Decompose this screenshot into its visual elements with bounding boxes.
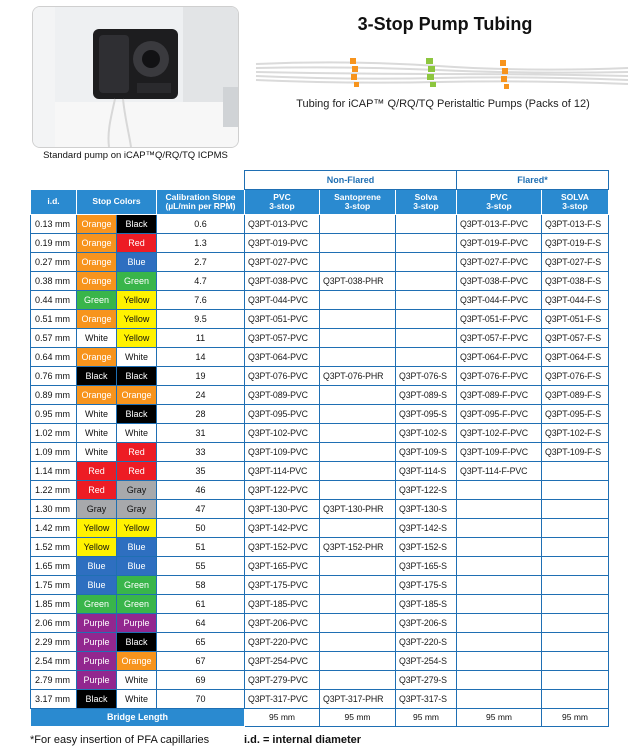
part-pvc: Q3PT-064-PVC: [245, 347, 320, 366]
part-flared-solva: Q3PT-109-F-S: [542, 442, 609, 461]
stop-color-2: Blue: [117, 556, 157, 575]
part-flared-pvc: [457, 689, 542, 708]
calibration-slope: 11: [157, 328, 245, 347]
inner-diameter: 0.13 mm: [31, 214, 77, 233]
part-solva: Q3PT-109-S: [396, 442, 457, 461]
part-santoprene: Q3PT-317-PHR: [320, 689, 396, 708]
stop-color-2: Gray: [117, 499, 157, 518]
part-flared-solva: [542, 499, 609, 518]
stop-color-1: Blue: [77, 556, 117, 575]
part-santoprene: [320, 442, 396, 461]
table-row: [31, 689, 609, 708]
calibration-slope: 31: [157, 423, 245, 442]
inner-diameter: 1.52 mm: [31, 537, 77, 556]
part-solva: [396, 328, 457, 347]
part-flared-pvc: [457, 575, 542, 594]
stop-color-2: Black: [117, 214, 157, 233]
part-pvc: Q3PT-051-PVC: [245, 309, 320, 328]
inner-diameter: 1.85 mm: [31, 594, 77, 613]
col-flared-pvc: PVC 3-stop: [457, 189, 542, 214]
inner-diameter: 0.51 mm: [31, 309, 77, 328]
part-pvc: Q3PT-089-PVC: [245, 385, 320, 404]
stop-color-1: Yellow: [77, 518, 117, 537]
part-flared-solva: Q3PT-019-F-S: [542, 233, 609, 252]
part-solva: Q3PT-206-S: [396, 613, 457, 632]
part-solva: [396, 290, 457, 309]
stop-color-2: Black: [117, 404, 157, 423]
part-santoprene: [320, 347, 396, 366]
part-santoprene: Q3PT-152-PHR: [320, 537, 396, 556]
legend-note: i.d. = internal diameter: [244, 734, 362, 746]
table-row: [31, 404, 609, 423]
part-flared-pvc: [457, 556, 542, 575]
part-solva: Q3PT-220-S: [396, 632, 457, 651]
stop-color-2: Orange: [117, 385, 157, 404]
part-santoprene: [320, 214, 396, 233]
table-body: [31, 214, 609, 708]
stop-color-1: Orange: [77, 233, 117, 252]
stop-color-2: Orange: [117, 651, 157, 670]
calibration-slope: 24: [157, 385, 245, 404]
part-flared-solva: Q3PT-064-F-S: [542, 347, 609, 366]
calibration-slope: 19: [157, 366, 245, 385]
part-flared-pvc: Q3PT-114-F-PVC: [457, 461, 542, 480]
stop-color-2: Yellow: [117, 328, 157, 347]
part-flared-pvc: [457, 518, 542, 537]
stop-color-1: Orange: [77, 214, 117, 233]
part-santoprene: Q3PT-076-PHR: [320, 366, 396, 385]
stop-color-2: Blue: [117, 252, 157, 271]
part-santoprene: [320, 670, 396, 689]
stop-color-2: Blue: [117, 537, 157, 556]
part-flared-solva: [542, 632, 609, 651]
stop-color-1: Purple: [77, 670, 117, 689]
table-row: [31, 632, 609, 651]
part-pvc: Q3PT-095-PVC: [245, 404, 320, 423]
table-row: [31, 651, 609, 670]
stop-color-2: Yellow: [117, 518, 157, 537]
part-pvc: Q3PT-044-PVC: [245, 290, 320, 309]
part-solva: Q3PT-089-S: [396, 385, 457, 404]
bridge-pvc: 95 mm: [245, 708, 320, 726]
tubing-spec-table: [30, 170, 609, 727]
part-flared-pvc: [457, 480, 542, 499]
stop-color-2: Gray: [117, 480, 157, 499]
table-row: [31, 309, 609, 328]
table-row: [31, 366, 609, 385]
part-solva: Q3PT-130-S: [396, 499, 457, 518]
part-solva: Q3PT-102-S: [396, 423, 457, 442]
col-solva: Solva 3-stop: [396, 189, 457, 214]
table-row: [31, 594, 609, 613]
calibration-slope: 14: [157, 347, 245, 366]
stop-color-1: Blue: [77, 575, 117, 594]
part-flared-solva: Q3PT-044-F-S: [542, 290, 609, 309]
table-row: [31, 233, 609, 252]
calibration-slope: 65: [157, 632, 245, 651]
stop-color-2: Green: [117, 575, 157, 594]
photo-caption: Standard pump on iCAP™Q/RQ/TQ ICPMS: [43, 150, 228, 161]
part-flared-solva: Q3PT-027-F-S: [542, 252, 609, 271]
stop-color-1: Red: [77, 461, 117, 480]
part-pvc: Q3PT-019-PVC: [245, 233, 320, 252]
part-santoprene: [320, 309, 396, 328]
stop-color-1: Orange: [77, 347, 117, 366]
table-row: [31, 518, 609, 537]
part-flared-pvc: Q3PT-027-F-PVC: [457, 252, 542, 271]
col-flared-solva: SOLVA 3-stop: [542, 189, 609, 214]
part-solva: Q3PT-122-S: [396, 480, 457, 499]
part-flared-solva: [542, 480, 609, 499]
part-solva: [396, 309, 457, 328]
calibration-slope: 51: [157, 537, 245, 556]
calibration-slope: 70: [157, 689, 245, 708]
stop-color-2: White: [117, 347, 157, 366]
part-flared-pvc: Q3PT-019-F-PVC: [457, 233, 542, 252]
stop-color-1: Orange: [77, 252, 117, 271]
table-row: [31, 214, 609, 233]
part-flared-pvc: Q3PT-064-F-PVC: [457, 347, 542, 366]
stop-color-1: White: [77, 423, 117, 442]
stop-color-2: Black: [117, 632, 157, 651]
part-santoprene: [320, 385, 396, 404]
part-pvc: Q3PT-317-PVC: [245, 689, 320, 708]
part-flared-solva: Q3PT-013-F-S: [542, 214, 609, 233]
col-id: i.d.: [31, 189, 77, 214]
calibration-slope: 7.6: [157, 290, 245, 309]
part-santoprene: Q3PT-038-PHR: [320, 271, 396, 290]
table-row: [31, 328, 609, 347]
calibration-slope: 47: [157, 499, 245, 518]
group-flared: Flared*: [457, 171, 609, 190]
part-pvc: Q3PT-130-PVC: [245, 499, 320, 518]
stop-color-1: Yellow: [77, 537, 117, 556]
inner-diameter: 1.02 mm: [31, 423, 77, 442]
part-flared-pvc: Q3PT-044-F-PVC: [457, 290, 542, 309]
part-pvc: Q3PT-013-PVC: [245, 214, 320, 233]
part-solva: Q3PT-185-S: [396, 594, 457, 613]
part-solva: Q3PT-175-S: [396, 575, 457, 594]
table-row: [31, 347, 609, 366]
part-santoprene: [320, 556, 396, 575]
stop-color-2: White: [117, 423, 157, 442]
part-flared-solva: Q3PT-051-F-S: [542, 309, 609, 328]
part-flared-pvc: Q3PT-095-F-PVC: [457, 404, 542, 423]
part-flared-solva: [542, 594, 609, 613]
stop-color-1: White: [77, 404, 117, 423]
stop-color-1: Black: [77, 366, 117, 385]
part-flared-pvc: Q3PT-038-F-PVC: [457, 271, 542, 290]
calibration-slope: 9.5: [157, 309, 245, 328]
stop-color-1: Orange: [77, 385, 117, 404]
inner-diameter: 3.17 mm: [31, 689, 77, 708]
part-pvc: Q3PT-142-PVC: [245, 518, 320, 537]
part-santoprene: [320, 651, 396, 670]
part-pvc: Q3PT-109-PVC: [245, 442, 320, 461]
calibration-slope: 4.7: [157, 271, 245, 290]
part-flared-solva: [542, 613, 609, 632]
part-pvc: Q3PT-027-PVC: [245, 252, 320, 271]
part-solva: Q3PT-142-S: [396, 518, 457, 537]
bridge-flared-solva: 95 mm: [542, 708, 609, 726]
stop-color-1: White: [77, 328, 117, 347]
part-pvc: Q3PT-165-PVC: [245, 556, 320, 575]
part-pvc: Q3PT-175-PVC: [245, 575, 320, 594]
part-pvc: Q3PT-057-PVC: [245, 328, 320, 347]
stop-color-1: Orange: [77, 271, 117, 290]
inner-diameter: 0.57 mm: [31, 328, 77, 347]
part-flared-solva: [542, 670, 609, 689]
inner-diameter: 1.22 mm: [31, 480, 77, 499]
stop-color-1: Gray: [77, 499, 117, 518]
part-santoprene: [320, 290, 396, 309]
part-santoprene: [320, 252, 396, 271]
inner-diameter: 0.19 mm: [31, 233, 77, 252]
inner-diameter: 0.95 mm: [31, 404, 77, 423]
table-row: [31, 442, 609, 461]
part-flared-solva: [542, 689, 609, 708]
part-flared-pvc: [457, 632, 542, 651]
calibration-slope: 58: [157, 575, 245, 594]
inner-diameter: 2.06 mm: [31, 613, 77, 632]
header-spacer: [31, 171, 245, 190]
table-row: [31, 670, 609, 689]
part-flared-solva: [542, 651, 609, 670]
bridge-solva: 95 mm: [396, 708, 457, 726]
col-calibration: Calibration Slope (µL/min per RPM): [157, 189, 245, 214]
col-stop-colors: Stop Colors: [77, 189, 157, 214]
part-pvc: Q3PT-102-PVC: [245, 423, 320, 442]
part-flared-pvc: Q3PT-109-F-PVC: [457, 442, 542, 461]
calibration-slope: 61: [157, 594, 245, 613]
stop-color-2: Green: [117, 594, 157, 613]
stop-color-2: Red: [117, 233, 157, 252]
part-flared-pvc: [457, 594, 542, 613]
table-row: [31, 575, 609, 594]
part-pvc: Q3PT-122-PVC: [245, 480, 320, 499]
calibration-slope: 46: [157, 480, 245, 499]
part-flared-pvc: [457, 613, 542, 632]
part-flared-pvc: [457, 670, 542, 689]
stop-color-2: Red: [117, 442, 157, 461]
pump-photo: [32, 6, 239, 148]
part-pvc: Q3PT-038-PVC: [245, 271, 320, 290]
stop-color-2: Red: [117, 461, 157, 480]
stop-color-1: Purple: [77, 613, 117, 632]
part-pvc: Q3PT-206-PVC: [245, 613, 320, 632]
stop-color-1: Purple: [77, 632, 117, 651]
bridge-length-label: Bridge Length: [31, 708, 245, 726]
part-solva: [396, 347, 457, 366]
table-row: [31, 537, 609, 556]
part-pvc: Q3PT-254-PVC: [245, 651, 320, 670]
part-santoprene: [320, 632, 396, 651]
part-flared-pvc: [457, 499, 542, 518]
table-row: [31, 461, 609, 480]
part-solva: Q3PT-279-S: [396, 670, 457, 689]
part-solva: [396, 252, 457, 271]
part-flared-solva: Q3PT-102-F-S: [542, 423, 609, 442]
table-row: [31, 252, 609, 271]
part-solva: Q3PT-165-S: [396, 556, 457, 575]
part-pvc: Q3PT-114-PVC: [245, 461, 320, 480]
inner-diameter: 1.65 mm: [31, 556, 77, 575]
inner-diameter: 2.79 mm: [31, 670, 77, 689]
stop-color-2: White: [117, 670, 157, 689]
table-row: [31, 271, 609, 290]
inner-diameter: 1.30 mm: [31, 499, 77, 518]
stop-color-2: White: [117, 689, 157, 708]
table-row: [31, 480, 609, 499]
stop-color-2: Black: [117, 366, 157, 385]
stop-color-1: Green: [77, 290, 117, 309]
part-santoprene: [320, 461, 396, 480]
part-flared-solva: Q3PT-095-F-S: [542, 404, 609, 423]
inner-diameter: 2.29 mm: [31, 632, 77, 651]
calibration-slope: 69: [157, 670, 245, 689]
inner-diameter: 1.09 mm: [31, 442, 77, 461]
part-solva: [396, 214, 457, 233]
inner-diameter: 0.76 mm: [31, 366, 77, 385]
col-pvc: PVC 3-stop: [245, 189, 320, 214]
stop-color-1: Black: [77, 689, 117, 708]
stop-color-1: White: [77, 442, 117, 461]
footnote: *For easy insertion of PFA capillaries: [30, 734, 210, 746]
part-solva: Q3PT-152-S: [396, 537, 457, 556]
part-flared-pvc: Q3PT-051-F-PVC: [457, 309, 542, 328]
part-flared-pvc: Q3PT-102-F-PVC: [457, 423, 542, 442]
inner-diameter: 2.54 mm: [31, 651, 77, 670]
part-solva: Q3PT-317-S: [396, 689, 457, 708]
part-solva: [396, 271, 457, 290]
tubing-image: [248, 44, 638, 94]
part-flared-solva: [542, 556, 609, 575]
stop-color-1: Green: [77, 594, 117, 613]
inner-diameter: 1.42 mm: [31, 518, 77, 537]
part-flared-solva: [542, 461, 609, 480]
page-title: 3-Stop Pump Tubing: [357, 14, 533, 34]
part-solva: [396, 233, 457, 252]
table-row: [31, 499, 609, 518]
part-flared-pvc: Q3PT-089-F-PVC: [457, 385, 542, 404]
part-flared-pvc: Q3PT-057-F-PVC: [457, 328, 542, 347]
part-santoprene: [320, 613, 396, 632]
page-subtitle: Tubing for iCAP™ Q/RQ/TQ Peristaltic Pumps (Packs of 12): [296, 98, 590, 110]
inner-diameter: 0.27 mm: [31, 252, 77, 271]
part-flared-solva: [542, 537, 609, 556]
table-row: [31, 290, 609, 309]
stop-color-2: Purple: [117, 613, 157, 632]
part-santoprene: [320, 575, 396, 594]
calibration-slope: 50: [157, 518, 245, 537]
part-santoprene: [320, 594, 396, 613]
part-santoprene: [320, 404, 396, 423]
part-solva: Q3PT-095-S: [396, 404, 457, 423]
calibration-slope: 35: [157, 461, 245, 480]
calibration-slope: 33: [157, 442, 245, 461]
part-pvc: Q3PT-076-PVC: [245, 366, 320, 385]
calibration-slope: 0.6: [157, 214, 245, 233]
part-flared-pvc: Q3PT-076-F-PVC: [457, 366, 542, 385]
bridge-santoprene: 95 mm: [320, 708, 396, 726]
part-santoprene: [320, 518, 396, 537]
part-santoprene: [320, 328, 396, 347]
stop-color-1: Orange: [77, 309, 117, 328]
calibration-slope: 64: [157, 613, 245, 632]
part-pvc: Q3PT-152-PVC: [245, 537, 320, 556]
part-santoprene: [320, 423, 396, 442]
bridge-flared-pvc: 95 mm: [457, 708, 542, 726]
inner-diameter: 1.14 mm: [31, 461, 77, 480]
group-non-flared: Non-Flared: [245, 171, 457, 190]
inner-diameter: 0.38 mm: [31, 271, 77, 290]
inner-diameter: 1.75 mm: [31, 575, 77, 594]
stop-color-2: Yellow: [117, 309, 157, 328]
calibration-slope: 28: [157, 404, 245, 423]
part-flared-pvc: [457, 537, 542, 556]
part-pvc: Q3PT-185-PVC: [245, 594, 320, 613]
part-flared-pvc: Q3PT-013-F-PVC: [457, 214, 542, 233]
part-flared-solva: Q3PT-089-F-S: [542, 385, 609, 404]
part-flared-solva: [542, 518, 609, 537]
inner-diameter: 0.89 mm: [31, 385, 77, 404]
stop-color-2: Green: [117, 271, 157, 290]
part-flared-solva: Q3PT-038-F-S: [542, 271, 609, 290]
calibration-slope: 55: [157, 556, 245, 575]
part-solva: Q3PT-114-S: [396, 461, 457, 480]
stop-color-1: Purple: [77, 651, 117, 670]
part-solva: Q3PT-076-S: [396, 366, 457, 385]
inner-diameter: 0.44 mm: [31, 290, 77, 309]
table-row: [31, 423, 609, 442]
table-row: [31, 613, 609, 632]
table-row: [31, 556, 609, 575]
inner-diameter: 0.64 mm: [31, 347, 77, 366]
part-flared-solva: [542, 575, 609, 594]
part-flared-solva: Q3PT-076-F-S: [542, 366, 609, 385]
calibration-slope: 2.7: [157, 252, 245, 271]
col-santoprene: Santoprene 3-stop: [320, 189, 396, 214]
part-santoprene: Q3PT-130-PHR: [320, 499, 396, 518]
table-row: [31, 385, 609, 404]
part-pvc: Q3PT-220-PVC: [245, 632, 320, 651]
part-solva: Q3PT-254-S: [396, 651, 457, 670]
part-santoprene: [320, 480, 396, 499]
part-flared-solva: Q3PT-057-F-S: [542, 328, 609, 347]
stop-color-2: Yellow: [117, 290, 157, 309]
calibration-slope: 1.3: [157, 233, 245, 252]
stop-color-1: Red: [77, 480, 117, 499]
part-santoprene: [320, 233, 396, 252]
calibration-slope: 67: [157, 651, 245, 670]
part-flared-pvc: [457, 651, 542, 670]
part-pvc: Q3PT-279-PVC: [245, 670, 320, 689]
